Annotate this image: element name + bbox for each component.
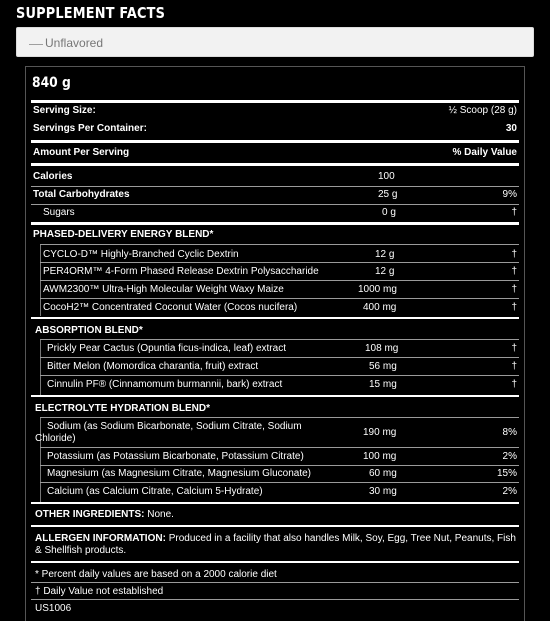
blend-item-dv: † <box>511 361 517 372</box>
divider <box>31 186 519 187</box>
divider <box>40 339 519 340</box>
flavor-accordion[interactable] <box>16 27 534 57</box>
divider <box>40 357 519 358</box>
allergen-label: ALLERGEN INFORMATION: <box>35 533 166 544</box>
blend-item-dv: 15% <box>496 468 517 479</box>
blend-item-dv: † <box>511 343 517 354</box>
blend-item-amount: 30 mg <box>369 486 397 497</box>
blend-item-amount: 56 mg <box>369 361 397 372</box>
nutrient-name: Calories <box>33 171 73 182</box>
blend-bracket <box>40 339 41 395</box>
divider <box>40 375 519 376</box>
blend-item-dv: † <box>511 284 517 295</box>
blend-item-amount: 12 g <box>375 249 395 260</box>
blend-item-dv: † <box>511 249 517 260</box>
divider <box>31 502 519 504</box>
blend-title: ABSORPTION BLEND* <box>35 325 143 336</box>
divider <box>31 204 519 205</box>
flavor-label: Unflavored <box>45 36 104 50</box>
servings-per-container-value: 30 <box>505 123 517 134</box>
blend-title: ELECTROLYTE HYDRATION BLEND* <box>35 403 211 414</box>
blend-item-name: AWM2300™ Ultra-High Molecular Weight Waxy Maize <box>43 284 284 295</box>
divider <box>40 262 519 263</box>
product-code: US1006 <box>35 603 72 614</box>
page-title: SUPPLEMENT FACTS <box>16 4 166 22</box>
blend-item-name: Prickly Pear Cactus (Opuntia ficus-indica, leaf) extract <box>47 343 286 354</box>
blend-item-name: Magnesium (as Magnesium Citrate, Magnesium Gluconate) <box>47 468 311 479</box>
blend-item-dv: 2% <box>502 451 517 462</box>
divider <box>31 599 519 600</box>
blend-item-dv: 2% <box>502 486 517 497</box>
divider <box>31 317 519 319</box>
servings-per-container-label: Servings Per Container: <box>33 123 147 134</box>
allergen-line2: & Shellfish products. <box>35 545 127 556</box>
divider <box>40 244 519 245</box>
blend-item-name: CocoH2™ Concentrated Coconut Water (Cocos nucifera) <box>43 302 298 313</box>
net-weight: 840 g <box>32 75 71 91</box>
nutrient-amount: 0 g <box>382 207 396 218</box>
blend-item-name: Bitter Melon (Momordica charantia, fruit) extract <box>47 361 259 372</box>
other-ingredients <box>35 509 174 520</box>
divider <box>40 298 519 299</box>
divider <box>31 163 519 166</box>
divider <box>31 140 519 143</box>
divider <box>40 417 519 418</box>
nutrient-amount: 25 g <box>378 189 398 200</box>
nutrient-dv: 9% <box>502 189 517 200</box>
allergen-info <box>35 533 516 544</box>
amount-per-serving-header: Amount Per Serving <box>33 147 130 158</box>
blend-item-name: Calcium (as Calcium Citrate, Calcium 5-Hydrate) <box>47 486 263 497</box>
nutrient-name: Total Carbohydrates <box>33 189 130 200</box>
blend-item-name-line2: Chloride) <box>35 433 76 444</box>
serving-size-label: Serving Size: <box>33 105 96 116</box>
blend-title: PHASED-DELIVERY ENERGY BLEND* <box>33 229 214 240</box>
blend-item-dv: † <box>511 379 517 390</box>
blend-item-dv: 8% <box>502 427 517 438</box>
blend-item-name: Cinnulin PF® (Cinnamomum burmannii, bark) extract <box>47 379 283 390</box>
blend-item-amount: 100 mg <box>363 451 397 462</box>
divider <box>31 100 519 103</box>
blend-item-amount: 60 mg <box>369 468 397 479</box>
divider <box>31 222 519 225</box>
divider <box>31 525 519 527</box>
blend-item-dv: † <box>511 266 517 277</box>
nutrient-amount: 100 <box>378 171 395 182</box>
blend-item-name: Potassium (as Potassium Bicarbonate, Potassium Citrate) <box>47 451 304 462</box>
blend-item-name: PER4ORM™ 4-Form Phased Release Dextrin Polysaccharide <box>43 266 319 277</box>
blend-item-amount: 400 mg <box>363 302 397 313</box>
divider <box>40 447 519 448</box>
blend-item-amount: 15 mg <box>369 379 397 390</box>
blend-item-amount: 190 mg <box>363 427 397 438</box>
footnote-dagger: † Daily Value not established <box>35 586 164 597</box>
nutrient-dv: † <box>511 207 517 218</box>
divider <box>40 280 519 281</box>
divider <box>40 482 519 483</box>
blend-item-amount: 12 g <box>375 266 395 277</box>
minus-icon: — <box>29 35 43 51</box>
blend-item-name-line1: Sodium (as Sodium Bicarbonate, Sodium Citrate, Sodium <box>47 421 302 432</box>
divider <box>31 561 519 563</box>
divider <box>40 465 519 466</box>
serving-size-value: ½ Scoop (28 g) <box>448 105 517 116</box>
blend-item-amount: 1000 mg <box>358 284 397 295</box>
allergen-line1: Produced in a facility that also handles Milk, Soy, Egg, Tree Nut, Peanuts, Fish <box>168 533 516 544</box>
footnote-percent: * Percent daily values are based on a 2000 calorie diet <box>35 569 277 580</box>
other-ingredients-label: OTHER INGREDIENTS: <box>35 509 145 520</box>
other-ingredients-value: None. <box>147 509 174 520</box>
divider <box>31 582 519 583</box>
blend-item-dv: † <box>511 302 517 313</box>
supplement-facts-panel <box>25 66 525 621</box>
daily-value-header: % Daily Value <box>452 147 517 158</box>
divider <box>31 395 519 397</box>
nutrient-name: Sugars <box>43 207 75 218</box>
blend-bracket <box>40 417 41 502</box>
blend-item-amount: 108 mg <box>365 343 399 354</box>
blend-item-name: CYCLO-D™ Highly-Branched Cyclic Dextrin <box>43 249 239 260</box>
